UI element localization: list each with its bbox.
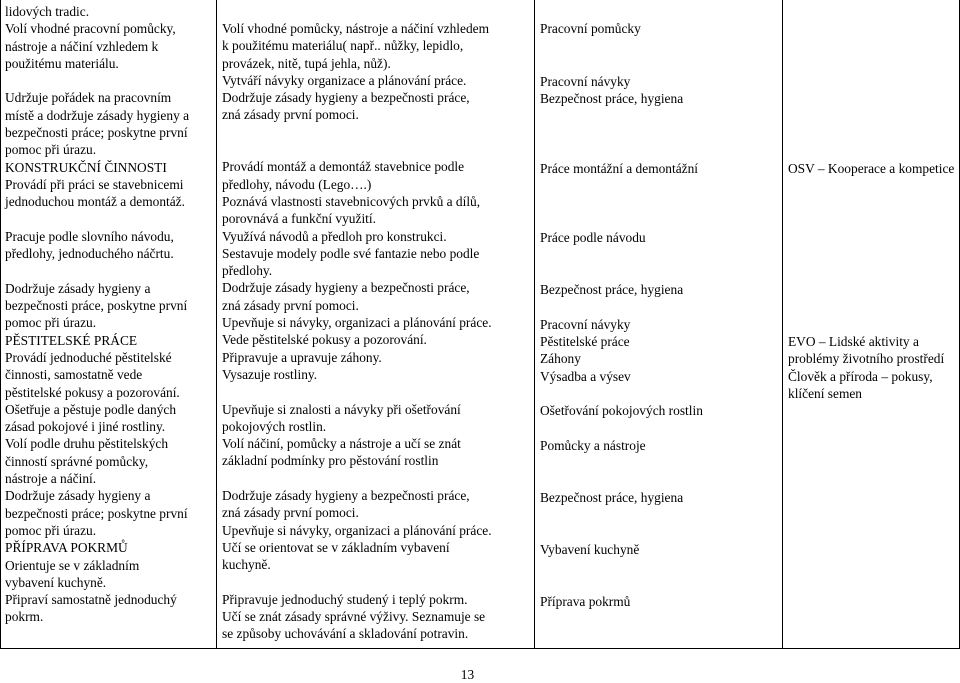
- table-border-bottom: [0, 648, 960, 649]
- text-line: Výsadba a výsev: [540, 368, 631, 384]
- text-line: Provádí jednoduché pěstitelské: [5, 349, 172, 365]
- text-line: Dodržuje zásady hygieny a bezpečnosti práce,: [222, 280, 470, 296]
- text-line: PŘÍPRAVA POKRMŮ: [5, 540, 128, 556]
- text-line: pokrm.: [5, 609, 44, 625]
- text-line: předlohy.: [222, 263, 273, 279]
- text-line: Bezpečnost práce, hygiena: [540, 282, 684, 297]
- text-line: vybavení kuchyně.: [5, 574, 107, 590]
- text-line: Provádí při práci se stavebnicemi: [5, 176, 184, 192]
- text-line: Volí vhodné pracovní pomůcky,: [5, 21, 176, 37]
- text-line: bezpečnosti práce, poskytne první: [5, 298, 188, 314]
- cell-block: [788, 333, 960, 402]
- column-divider: [216, 0, 217, 649]
- text-line: pomoc při úrazu.: [5, 522, 97, 538]
- text-line: Vybavení kuchyně: [540, 542, 640, 557]
- text-line: [5, 211, 210, 228]
- column-expected-outcomes: [5, 3, 210, 626]
- text-line: [222, 383, 534, 400]
- text-line: Poznává vlastnosti stavebnicových prvků a dílů,: [222, 193, 481, 209]
- text-line: předlohy, návodu (Lego….): [222, 176, 372, 192]
- text-line: Dodržuje zásady hygieny a bezpečnosti práce,: [222, 488, 470, 504]
- table-border-left: [0, 0, 1, 649]
- text-line: Pomůcky a nástroje: [540, 438, 646, 453]
- text-line: Záhony: [540, 351, 581, 367]
- text-line: [222, 470, 534, 487]
- text-line: [222, 141, 534, 158]
- text-line: kuchyně.: [222, 557, 271, 573]
- cell-block: [540, 333, 760, 385]
- text-line: klíčení semen: [788, 385, 862, 401]
- text-line: nástroje a náčiní.: [5, 471, 97, 487]
- text-line: jednoduchou montáž a demontáž.: [5, 194, 185, 210]
- cell-block: [540, 281, 760, 298]
- cell-block: [540, 20, 760, 37]
- cell-block: [540, 437, 760, 454]
- text-line: se způsoby uchovávání a skladování potravin.: [222, 626, 469, 642]
- text-line: Připravuje jednoduchý studený i teplý pokrm.: [222, 591, 468, 607]
- text-line: zná zásady první pomoci.: [222, 107, 359, 123]
- text-line: Pracovní pomůcky: [540, 21, 641, 36]
- cell-block: [540, 229, 760, 246]
- text-line: bezpečnosti práce; poskytne první: [5, 125, 188, 141]
- text-line: Orientuje se v základním: [5, 557, 140, 573]
- text-line: Sestavuje modely podle své fantazie nebo podle: [222, 245, 480, 261]
- cell-block: [540, 489, 760, 506]
- text-line: pomoc při úrazu.: [5, 142, 97, 158]
- text-line: Dodržuje zásady hygieny a bezpečnosti práce,: [222, 90, 470, 106]
- text-line: [5, 262, 210, 279]
- text-line: Bezpečnost práce, hygiena: [540, 91, 684, 106]
- text-line: Dodržuje zásady hygieny a: [5, 488, 151, 504]
- text-line: Učí se orientovat se v základním vybavení: [222, 539, 450, 555]
- cell-block: [788, 160, 960, 177]
- cell-block: [540, 73, 760, 90]
- text-line: Upevňuje si znalosti a návyky při ošetřování: [222, 401, 461, 417]
- cell-block: [540, 402, 760, 419]
- text-line: Ošetřování pokojových rostlin: [540, 403, 703, 418]
- text-line: Volí podle druhu pěstitelských: [5, 436, 169, 452]
- text-line: Bezpečnost práce, hygiena: [540, 490, 684, 505]
- text-line: Vysazuje rostliny.: [222, 366, 318, 382]
- text-line: zásad pokojové i jiné rostliny.: [5, 419, 166, 435]
- text-line: provázek, nitě, tupá jehla, nůž).: [222, 55, 391, 71]
- text-line: předlohy, jednoduchého náčrtu.: [5, 246, 174, 262]
- text-line: pokojových rostlin.: [222, 418, 327, 434]
- text-line: EVO – Lidské aktivity a: [788, 334, 919, 349]
- text-line: Pěstitelské práce: [540, 334, 630, 349]
- text-line: porovnává a funkční využití.: [222, 211, 376, 227]
- text-line: pěstitelské pokusy a pozorování.: [5, 384, 180, 400]
- text-line: Pracovní návyky: [540, 317, 631, 332]
- text-line: nástroje a náčiní vzhledem k: [5, 38, 159, 54]
- text-line: [5, 72, 210, 89]
- text-line: Učí se znát zásady správné výživy. Seznamuje se: [222, 609, 486, 625]
- text-line: Upevňuje si návyky, organizaci a plánování práce.: [222, 315, 492, 331]
- text-line: lidových tradic.: [5, 4, 90, 19]
- text-line: Pracovní návyky: [540, 74, 631, 89]
- text-line: místě a dodržuje zásady hygieny a: [5, 107, 190, 123]
- text-line: Provádí montáž a demontáž stavebnice podle: [222, 159, 465, 175]
- column-divider: [534, 0, 535, 649]
- text-line: pomoc při úrazu.: [5, 315, 97, 331]
- text-line: činností správné pomůcky,: [5, 453, 149, 469]
- text-line: [222, 574, 534, 591]
- text-line: KONSTRUKČNÍ ČINNOSTI: [5, 159, 167, 175]
- column-divider: [782, 0, 783, 649]
- text-line: Práce podle návodu: [540, 230, 646, 245]
- text-line: Příprava pokrmů: [540, 594, 631, 609]
- page-number: 13: [460, 667, 475, 682]
- text-line: Ošetřuje a pěstuje podle daných: [5, 401, 177, 417]
- text-line: zná zásady první pomoci.: [222, 297, 359, 313]
- cell-block: [540, 316, 760, 333]
- text-line: PĚSTITELSKÉ PRÁCE: [5, 332, 138, 348]
- text-line: problémy životního prostředí: [788, 351, 945, 367]
- cell-block: [540, 90, 760, 107]
- text-line: použitému materiálu.: [5, 55, 119, 71]
- text-line: Vede pěstitelské pokusy a pozorování.: [222, 332, 427, 348]
- text-line: Připraví samostatně jednoduchý: [5, 592, 177, 608]
- text-line: bezpečnosti práce; poskytne první: [5, 505, 188, 521]
- text-line: Využívá návodů a předloh pro konstrukci.: [222, 228, 447, 244]
- text-line: Práce montážní a demontážní: [540, 161, 699, 176]
- text-line: Udržuje pořádek na pracovním: [5, 90, 172, 106]
- text-line: Volí náčiní, pomůcky a nástroje a učí se znát: [222, 436, 461, 452]
- text-line: zná zásady první pomoci.: [222, 505, 359, 521]
- text-line: [222, 124, 534, 141]
- text-line: základní podmínky pro pěstování rostlin: [222, 453, 439, 469]
- cell-block: [540, 541, 760, 558]
- text-line: Připravuje a upravuje záhony.: [222, 349, 382, 365]
- text-line: činnosti, samostatně vede: [5, 367, 143, 383]
- text-line: Pracuje podle slovního návodu,: [5, 228, 174, 244]
- cell-block: [540, 160, 760, 177]
- text-line: k použitému materiálu( např.. nůžky, lepidlo,: [222, 38, 464, 54]
- text-line: Člověk a příroda – pokusy,: [788, 368, 933, 384]
- text-line: Vytváří návyky organizace a plánování práce.: [222, 72, 467, 88]
- text-line: Volí vhodné pomůcky, nástroje a náčiní vzhledem: [222, 21, 490, 36]
- text-line: Dodržuje zásady hygieny a: [5, 280, 151, 296]
- text-line: OSV – Kooperace a kompetice: [788, 161, 955, 176]
- cell-block: [540, 593, 760, 610]
- column-school-outcomes: [222, 20, 534, 643]
- text-line: Upevňuje si návyky, organizaci a plánování práce.: [222, 522, 492, 538]
